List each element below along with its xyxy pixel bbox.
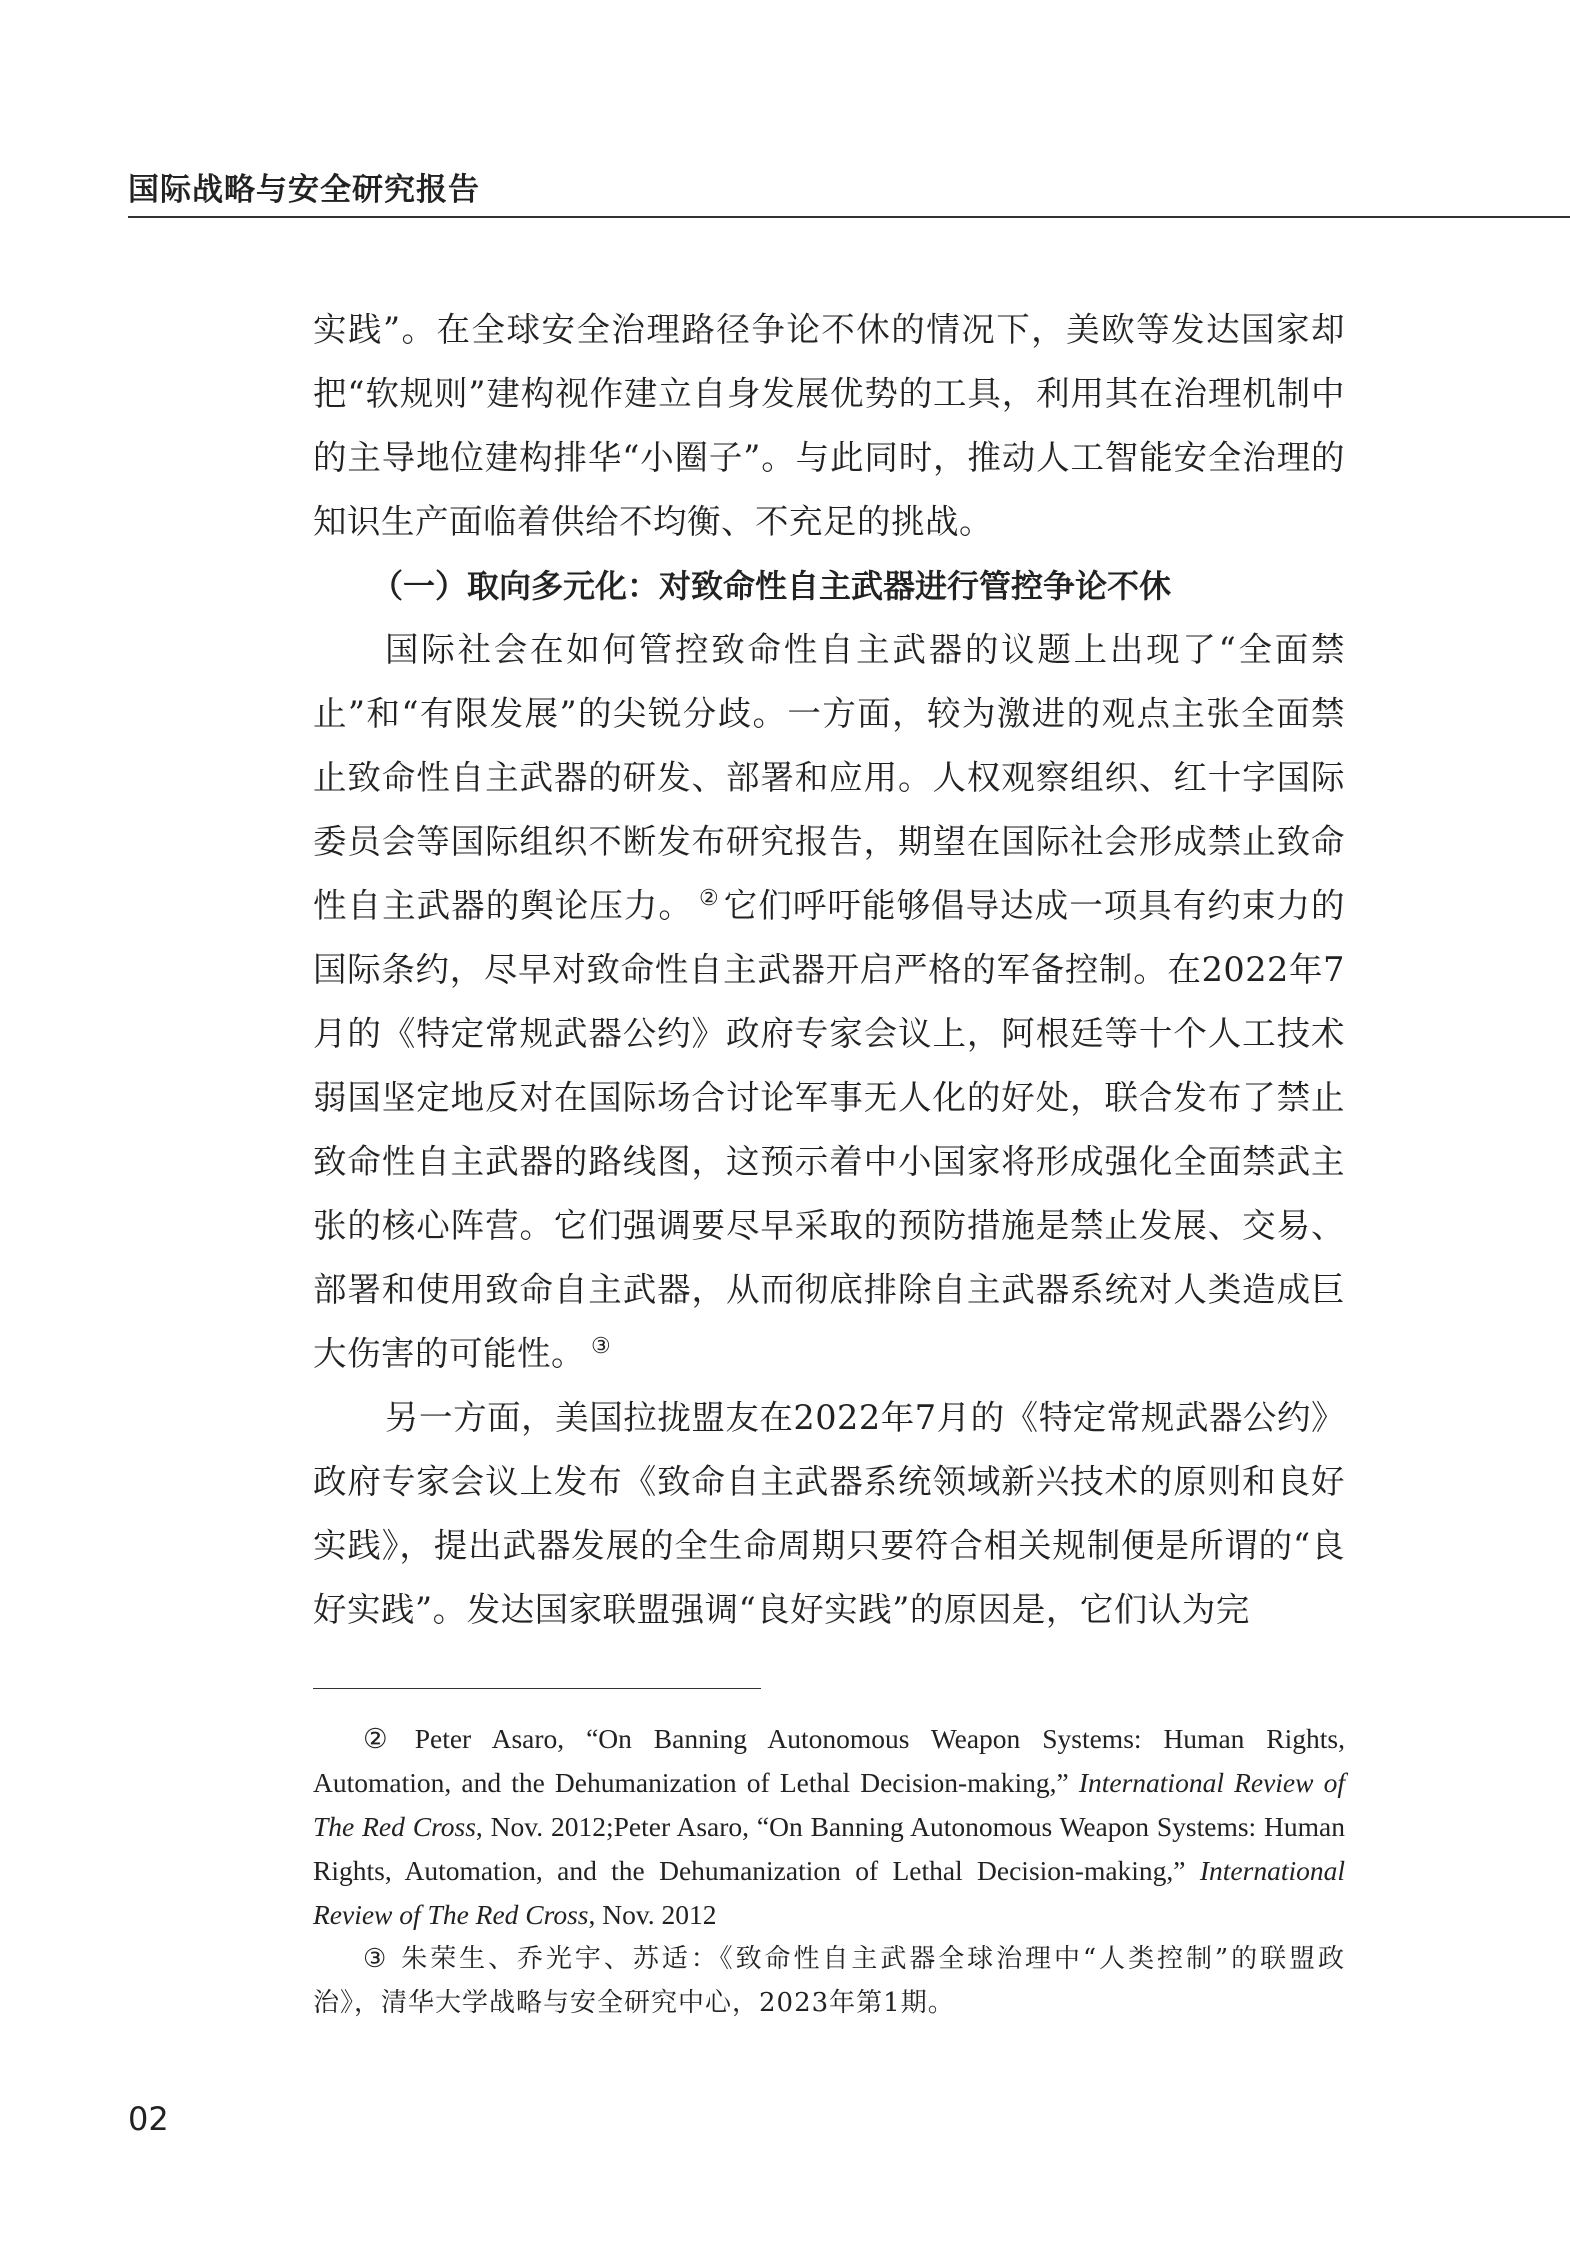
footnotes (313, 1717, 1345, 2025)
section-heading: （一）取向多元化：对致命性自主武器进行管控争论不休 (371, 567, 1172, 605)
journal-title: International Review of The Red Cross (313, 1767, 1345, 1842)
footnote-2 (313, 1717, 1345, 1937)
footnote-text: , Nov. 2012 (588, 1899, 717, 1930)
header-title: 国际战略与安全研究报告 (128, 172, 480, 208)
footnote-text: Peter Asaro, “On Banning Autonomous Weapon Systems: Human Rights, Automation, and the Dehumanization of Lethal Decision-making,” (313, 1723, 1346, 1798)
footnote-divider (313, 1688, 761, 1689)
paragraph-continuation: 实践”。在全球安全治理路径争论不休的情况下，美欧等发达国家却把“软规则”建构视作建立自身发展优势的工具，利用其在治理机制中的主导地位建构排华“小圈子”。与此同时，推动人工智能安全治理的知识生产面临着供给不均衡、不充足的挑战。 (313, 310, 1345, 541)
footnote-text: 朱荣生、乔光宇、苏适：《致命性自主武器全球治理中“人类控制”的联盟政治》，清华大学战略与安全研究中心，2023年第1期。 (313, 1944, 1346, 2018)
main-text (313, 298, 1345, 1642)
footnote-ref-3[interactable]: ③ (591, 1334, 612, 1359)
journal-title: International Review of The Red Cross (313, 1855, 1345, 1930)
paragraph-text: 国际社会在如何管控致命性自主武器的议题上出现了“全面禁止”和“有限发展”的尖锐分歧。一方面，较为激进的观点主张全面禁止致命性自主武器的研发、部署和应用。人权观察组织、红十字国际委员会等国际组织不断发布研究报告，期望在国际社会形成禁止致命性自主武器的舆论压力。 (313, 630, 1345, 925)
footnote-ref-2[interactable]: ② (698, 886, 720, 911)
paragraph-text: 它们呼吁能够倡导达成一项具有约束力的国际条约，尽早对致命性自主武器开启严格的军备控制。在2022年7月的《特定常规武器公约》政府专家会议上，阿根廷等十个人工技术弱国坚定地反对在国际场合讨论军事无人化的好处，联合发布了禁止致命性自主武器的路线图，这预示着中小国家将形成强化全面禁武主张的核心阵营。它们强调要尽早采取的预防措施是禁止发展、交易、部署和使用致命自主武器，从而彻底排除自主武器系统对人类造成巨大伤害的可能性。 (313, 886, 1346, 1373)
footnote-marker: ③ (363, 1944, 390, 1974)
paragraph-good-practice: 另一方面，美国拉拢盟友在2022年7月的《特定常规武器公约》政府专家会议上发布《致命自主武器系统领域新兴技术的原则和良好实践》，提出武器发展的全生命周期只要符合相关规制便是所谓的“良好实践”。发达国家联盟强调“良好实践”的原因是，它们认为完 (313, 1398, 1345, 1629)
running-header (128, 160, 1570, 218)
paragraph-lethal-weapons-ban (313, 618, 1345, 1386)
footnote-text: , Nov. 2012;Peter Asaro, “On Banning Autonomous Weapon Systems: Human Rights, Automation, and the Dehumanization of Lethal Decision-making,” (313, 1811, 1345, 1886)
footnote-marker: ② (363, 1723, 403, 1754)
footnote-3 (313, 1937, 1345, 2025)
page-number: 02 (128, 2100, 169, 2138)
